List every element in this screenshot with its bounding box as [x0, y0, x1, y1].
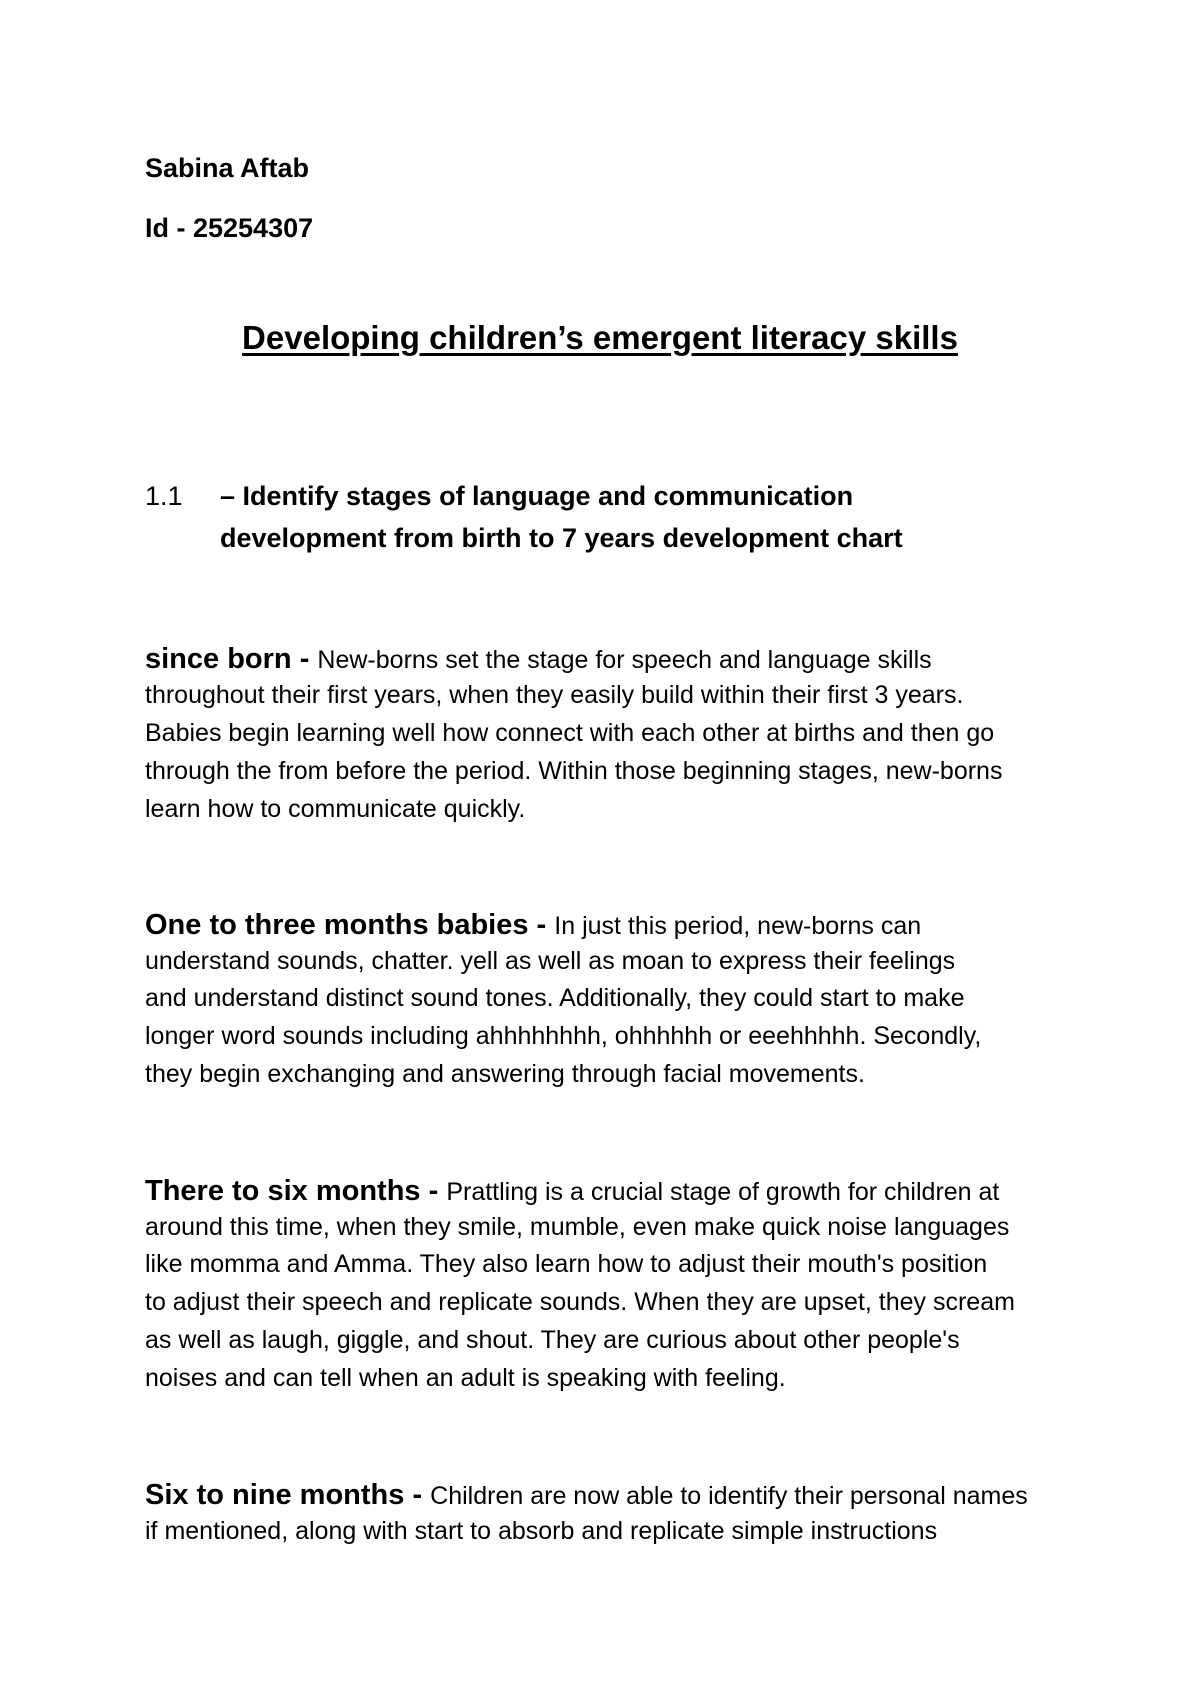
section-heading-line-1: – Identify stages of language and communication — [220, 481, 854, 511]
stage-label: since born - — [145, 643, 318, 675]
stage-since-born-line-5: learn how to communicate quickly. — [145, 795, 526, 823]
stage-label: Six to nine months - — [145, 1479, 431, 1511]
stage-three-to-six-line-5: as well as laugh, giggle, and shout. They are curious about other people's — [145, 1326, 960, 1354]
stage-three-to-six-line-6: noises and can tell when an adult is speaking with feeling. — [145, 1364, 786, 1392]
section-heading-line-2: development from birth to 7 years development chart — [220, 523, 903, 553]
stage-one-to-three-line-1 — [145, 908, 921, 942]
stage-text: In just this period, new-borns can — [554, 912, 922, 940]
stage-six-to-nine-line-2: if mentioned, along with start to absorb and replicate simple instructions — [145, 1517, 938, 1545]
stage-three-to-six-line-2: around this time, when they smile, mumble, even make quick noise languages — [145, 1213, 1010, 1241]
stage-label: One to three months babies - — [145, 909, 555, 941]
stage-since-born-line-3: Babies begin learning well how connect with each other at births and then go — [145, 719, 995, 747]
stage-since-born-line-1 — [145, 642, 932, 676]
stage-one-to-three-line-4: longer word sounds including ahhhhhhhh, ohhhhhh or eeehhhhh. Secondly, — [145, 1022, 982, 1050]
stage-since-born-line-4: through the from before the period. Within those beginning stages, new-borns — [145, 757, 1003, 785]
stage-six-to-nine-line-1 — [145, 1478, 1028, 1512]
section-number: 1.1 — [145, 481, 183, 511]
stage-one-to-three-line-3: and understand distinct sound tones. Additionally, they could start to make — [145, 984, 965, 1012]
stage-text: New-borns set the stage for speech and language skills — [317, 646, 932, 674]
stage-three-to-six-line-1 — [145, 1174, 999, 1208]
stage-three-to-six-line-4: to adjust their speech and replicate sounds. When they are upset, they scream — [145, 1288, 1015, 1316]
stage-since-born-line-2: throughout their first years, when they easily build within their first 3 years. — [145, 681, 964, 709]
stage-one-to-three-line-2: understand sounds, chatter. yell as well as moan to express their feelings — [145, 947, 956, 975]
stage-label: There to six months - — [145, 1175, 447, 1207]
stage-three-to-six-line-3: like momma and Amma. They also learn how to adjust their mouth's position — [145, 1250, 988, 1278]
stage-text: Prattling is a crucial stage of growth for children at — [446, 1178, 1000, 1206]
author-name: Sabina Aftab — [145, 153, 310, 183]
author-id: Id - 25254307 — [145, 213, 314, 243]
stage-one-to-three-line-5: they begin exchanging and answering through facial movements. — [145, 1060, 865, 1088]
stage-text: Children are now able to identify their personal names — [430, 1482, 1028, 1510]
document-title: Developing children’s emergent literacy skills — [242, 319, 958, 356]
